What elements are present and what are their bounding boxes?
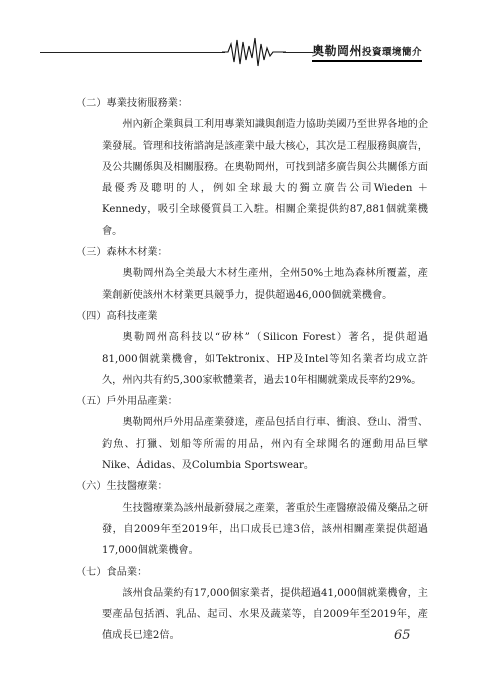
- page-number: 65: [394, 628, 411, 643]
- section-high-tech: [76, 306, 428, 391]
- section-heading: （三）森林木材業：: [76, 247, 168, 259]
- header-title: [312, 42, 422, 60]
- section-paragraph: 奧勒岡州為全美最大木材生產州，全州50%土地為森林所覆蓋，產業創新使該州木材業更具競爭力，提供超過46,000個就業機會。: [102, 268, 428, 301]
- section-heading: （五）戶外用品產業：: [76, 396, 178, 408]
- header-rule-left: [40, 52, 225, 53]
- section-forestry: [76, 242, 428, 306]
- section-paragraph: 州內新企業與員工利用專業知識與創造力協助美國乃至世界各地的企業發展。管理和技術諮詢是該產業中最大核心，其次是工程服務與廣告，及公共關係與及相關服務。在奧勒岡州，可找到諸多廣告與公共關係方面最優秀及聰明的人，例如全球最大的獨立廣告公司Wieden ＋ Kennedy，吸引全球優質員工入駐。相關企業提供約87,881個就業機會。: [102, 119, 429, 237]
- document-body: [76, 93, 428, 647]
- section-heading: （七）食品業：: [76, 566, 148, 578]
- section-heading: （四）高科技產業: [76, 310, 158, 322]
- section-paragraph: 該州食品業約有17,000個家業者，提供超過41,000個就業機會，主要產品包括酒、乳品、起司、水果及蔬菜等，自2009年至2019年，產值成長已達2倍。: [102, 587, 428, 642]
- heartbeat-wave-icon: [222, 36, 286, 68]
- section-food: [76, 562, 428, 647]
- header-rule-mid: [283, 52, 313, 53]
- section-heading: （六）生技醫療業：: [76, 481, 168, 493]
- header-title-main: 奧勒岡州: [312, 44, 363, 58]
- section-biotech: [76, 476, 428, 561]
- header-title-sub: 投資環境簡介: [362, 47, 423, 58]
- section-paragraph: 奧勒岡州高科技以“矽林”（Silicon Forest）著名，提供超過81,000個就業機會，如Tektronix、HP及Intel等知名業者均成立許久，州內共有約5,300家軟體業者，過去10年相關就業成長率約29%。: [102, 332, 428, 386]
- header-underline: [312, 60, 422, 62]
- section-outdoor: [76, 391, 428, 476]
- section-paragraph: 奧勒岡州戶外用品產業發達，產品包括自行車、衝浪、登山、滑雪、釣魚、打獵、划船等所需的用品，州內有全球聞名的運動用品巨擘Nike、Ádidas、及Columbia Sportswear。: [102, 417, 429, 472]
- section-heading: （二）專業技術服務業：: [76, 98, 189, 109]
- section-paragraph: 生技醫療業為該州最新發展之產業，著重於生產醫療設備及藥品之研發，自2009年至2019年，出口成長已達3倍，該州相關產業提供超過17,000個就業機會。: [102, 502, 429, 557]
- section-professional-services: [76, 93, 428, 242]
